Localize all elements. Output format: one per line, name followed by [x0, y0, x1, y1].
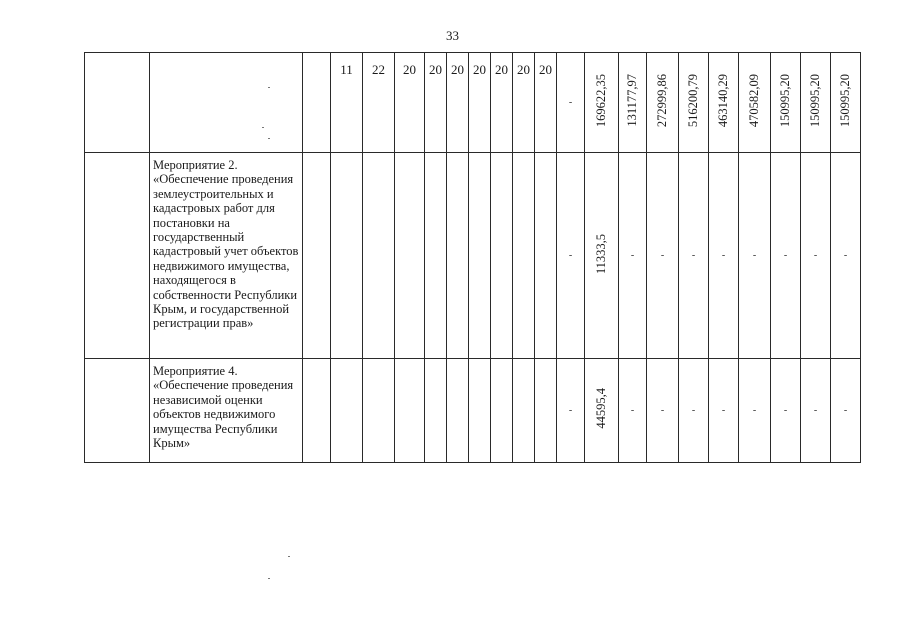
- empty-cell: [303, 53, 331, 153]
- table-row: [85, 153, 861, 359]
- empty-cell: [85, 53, 150, 153]
- empty-cell: [491, 359, 513, 463]
- amount-cell: 463140,29: [709, 53, 739, 153]
- dash-cell: -: [647, 359, 679, 463]
- amount-cell: 150995,20: [831, 53, 861, 153]
- measure-description: Мероприятие 2. «Обеспечение проведения землеустроительных и кадастровых работ для постановки на государственный кадастровый учет объектов недвижимого имущества, находящегося в собственности Республики Крым, и государственной регистрации прав»: [150, 153, 303, 359]
- code-cell: 20: [395, 53, 425, 153]
- empty-cell: [85, 153, 150, 359]
- code-cell: 22: [363, 53, 395, 153]
- code-cell: 20: [469, 53, 491, 153]
- dash-cell: -: [831, 359, 861, 463]
- dash-cell: -: [771, 153, 801, 359]
- dash-cell: -: [831, 153, 861, 359]
- amount-cell: 272999,86: [647, 53, 679, 153]
- dash-cell: -: [709, 153, 739, 359]
- budget-table: [84, 52, 861, 463]
- empty-cell: [469, 153, 491, 359]
- amount-cell: 150995,20: [771, 53, 801, 153]
- dash-cell: -: [801, 153, 831, 359]
- dash-cell: -: [619, 359, 647, 463]
- empty-cell: [303, 153, 331, 359]
- empty-cell: [395, 153, 425, 359]
- scan-speck: [262, 127, 264, 128]
- dash-cell: -: [771, 359, 801, 463]
- measure-description: Мероприятие 4. «Обеспечение проведения независимой оценки объектов недвижимого имущества Республики Крым»: [150, 359, 303, 463]
- amount-cell: 516200,79: [679, 53, 709, 153]
- code-cell: 20: [513, 53, 535, 153]
- amount-cell: 169622,35: [585, 53, 619, 153]
- empty-cell: [513, 153, 535, 359]
- empty-cell: [150, 53, 303, 153]
- empty-cell: [425, 153, 447, 359]
- dash-cell: -: [647, 153, 679, 359]
- empty-cell: [85, 359, 150, 463]
- dash-cell: -: [801, 359, 831, 463]
- empty-cell: [363, 153, 395, 359]
- code-cell: 20: [447, 53, 469, 153]
- code-cell: 20: [535, 53, 557, 153]
- table-row: [85, 359, 861, 463]
- empty-cell: [425, 359, 447, 463]
- scan-speck: [268, 138, 270, 139]
- dash-cell: -: [739, 359, 771, 463]
- code-cell: 20: [491, 53, 513, 153]
- scan-speck: [268, 578, 270, 579]
- empty-cell: [447, 359, 469, 463]
- empty-cell: [535, 153, 557, 359]
- empty-cell: [395, 359, 425, 463]
- table-row: [85, 53, 861, 153]
- amount-cell: 131177,97: [619, 53, 647, 153]
- dash-cell: -: [709, 359, 739, 463]
- dash-cell: -: [557, 153, 585, 359]
- dash-cell: -: [557, 359, 585, 463]
- empty-cell: [363, 359, 395, 463]
- amount-cell: 470582,09: [739, 53, 771, 153]
- scan-speck: [268, 87, 270, 88]
- empty-cell: [447, 153, 469, 359]
- empty-cell: [491, 153, 513, 359]
- empty-cell: [535, 359, 557, 463]
- dash-cell: -: [679, 153, 709, 359]
- code-cell: 20: [425, 53, 447, 153]
- amount-cell: 150995,20: [801, 53, 831, 153]
- empty-cell: [303, 359, 331, 463]
- dash-cell: -: [557, 53, 585, 153]
- code-cell: 11: [331, 53, 363, 153]
- empty-cell: [469, 359, 491, 463]
- amount-cell: 44595,4: [585, 359, 619, 463]
- amount-cell: 11333,5: [585, 153, 619, 359]
- scan-speck: [288, 556, 290, 557]
- empty-cell: [331, 153, 363, 359]
- empty-cell: [513, 359, 535, 463]
- empty-cell: [331, 359, 363, 463]
- dash-cell: -: [679, 359, 709, 463]
- page-number: 33: [446, 28, 459, 43]
- dash-cell: -: [619, 153, 647, 359]
- dash-cell: -: [739, 153, 771, 359]
